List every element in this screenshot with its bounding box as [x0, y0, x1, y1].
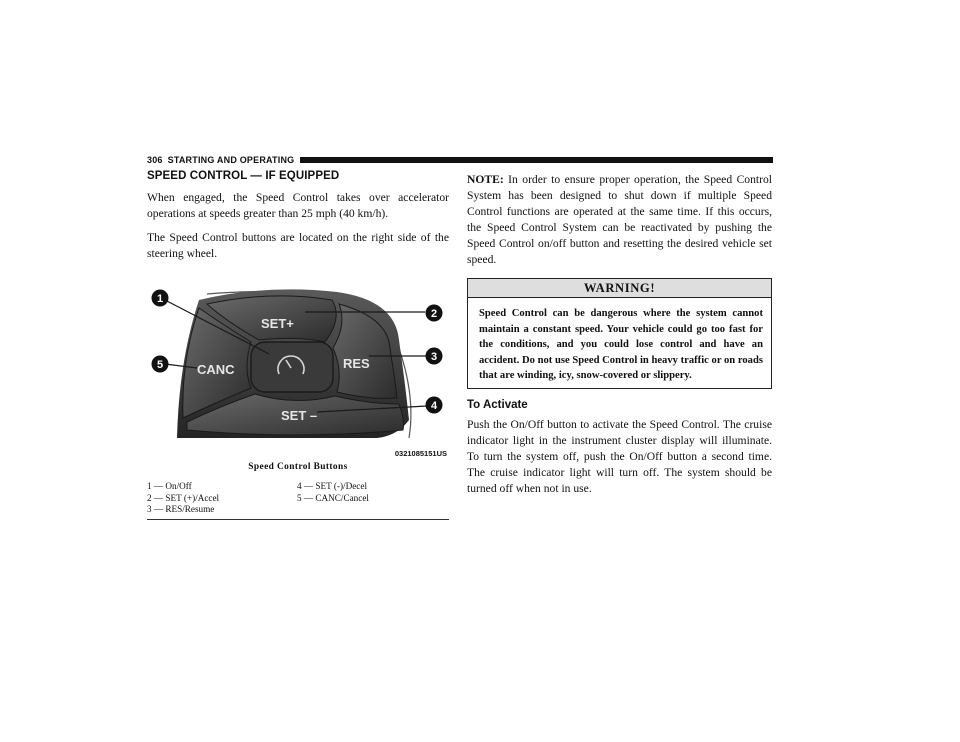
section-heading: SPEED CONTROL — IF EQUIPPED [147, 170, 340, 182]
left-column [147, 168, 449, 520]
note-text: In order to ensure proper operation, the Speed Control System has been designed to shut down if multiple Speed Control functions are operated at the same time. If this occurs, the Speed Control System can be reactivated by pushing the Speed Control on/off button and resetting the desired vehicle set speed. [467, 173, 772, 266]
res-label: RES [343, 356, 370, 371]
location-paragraph: The Speed Control buttons are located on the right side of the steering wheel. [147, 231, 449, 260]
intro-paragraph: When engaged, the Speed Control takes over accelerator operations at speeds greater than 25 mph (40 km/h). [147, 191, 449, 220]
warning-title: WARNING! [468, 279, 771, 298]
header-rule [300, 157, 773, 163]
speed-control-figure [147, 270, 449, 460]
note-paragraph [467, 172, 772, 268]
warning-box [467, 278, 772, 389]
right-column [467, 172, 772, 505]
legend-item: 3 — RES/Resume [147, 504, 215, 514]
section-title: STARTING AND OPERATING [167, 155, 295, 165]
page-header [147, 155, 773, 165]
callout-5: 5 [156, 359, 164, 371]
note-label: NOTE: [467, 173, 504, 186]
set-plus-label: SET+ [261, 316, 294, 331]
callout-3: 3 [430, 351, 438, 363]
image-code: 0321085151US [394, 449, 447, 458]
legend-item: 4 — SET (-)/Decel [297, 481, 367, 491]
legend-item: 1 — On/Off [147, 481, 192, 491]
page-number: 306 [147, 155, 163, 165]
legend-item: 2 — SET (+)/Accel [147, 492, 220, 503]
warning-text: Speed Control can be dangerous where the system cannot maintain a constant speed. Your vehicle could go too fast for the conditions, and you could lose control and have an accident. Do not use Speed Control in heavy traffic or on roads that are winding, icy, snow-covered or slippery. [479, 308, 763, 381]
speed-control-illustration [147, 270, 449, 460]
on-off-button[interactable] [251, 342, 333, 392]
callout-4: 4 [430, 400, 438, 412]
legend-item: 5 — CANC/Cancel [297, 492, 369, 503]
to-activate-heading: To Activate [467, 398, 528, 411]
set-minus-label: SET – [281, 408, 318, 423]
callout-1: 1 [156, 293, 164, 305]
activate-paragraph: Push the On/Off button to activate the Speed Control. The cruise indicator light in the instrument cluster display will illuminate. To turn the system off, push the On/Off button a second time. The cruise indicator light will turn off. The system should be turned off when not in use. [467, 417, 772, 495]
canc-label: CANC [197, 362, 235, 377]
figure-legend [147, 481, 449, 520]
callout-2: 2 [430, 308, 438, 320]
figure-caption: Speed Control Buttons [248, 462, 348, 472]
